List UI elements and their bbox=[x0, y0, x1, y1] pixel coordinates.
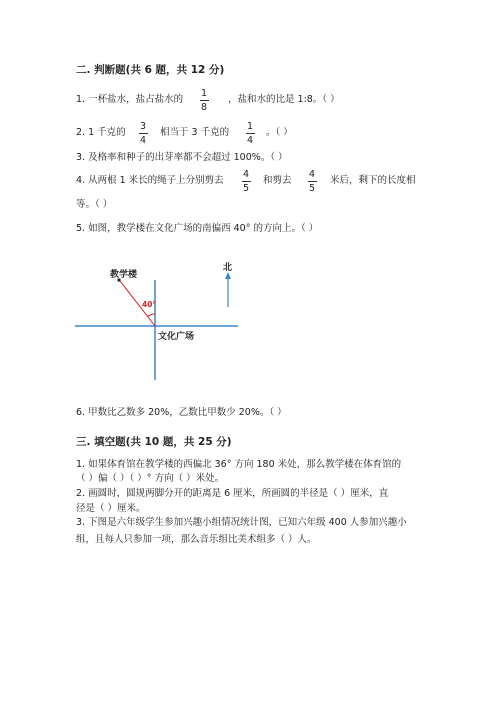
question-2-1-text-b: ，盐和水的比是 1:8。（ ） bbox=[228, 94, 340, 105]
fraction-numerator: 1 bbox=[200, 88, 208, 99]
question-3-3-line-2: 组，且每人只参加一项，那么音乐组比美术组多（ ）人。 bbox=[76, 534, 317, 545]
culture-square-label: 文化广场 bbox=[158, 332, 195, 342]
question-3-2-line-1: 2. 画圆时，圆规两脚分开的距离是 6 厘米，所画圆的半径是（ ）厘米，直 bbox=[76, 488, 389, 499]
question-2-3: 3. 及格率和种子的出芽率都不会超过 100%。（ ） bbox=[76, 152, 288, 163]
fraction-bar bbox=[139, 133, 148, 134]
question-2-5: 5. 如图，教学楼在文化广场的南偏西 40° 的方向上。（ ） bbox=[76, 223, 319, 234]
fraction-1-8 bbox=[198, 88, 210, 113]
north-arrow-icon bbox=[225, 272, 231, 279]
fraction-numerator: 1 bbox=[246, 121, 254, 132]
question-2-4-line-2: 等。（ ） bbox=[76, 199, 113, 210]
fraction-bar bbox=[246, 133, 255, 134]
fraction-4-5-first bbox=[240, 169, 252, 194]
question-3-3-line-1: 3. 下图是六年级学生参加兴趣小组情况统计图，已知六年级 400 人参加兴趣小 bbox=[76, 517, 407, 528]
fraction-bar bbox=[308, 181, 317, 182]
angle-arc bbox=[148, 314, 155, 317]
fraction-bar bbox=[200, 100, 209, 101]
section-3-title: 三. 填空题(共 10 题，共 25 分) bbox=[76, 436, 232, 448]
fraction-denominator: 5 bbox=[308, 183, 316, 194]
question-2-1-text-a: 1. 一杯盐水，盐占盐水的 bbox=[76, 94, 184, 105]
question-3-1-line-1: 1. 如果体育馆在教学楼的西偏北 36° 方向 180 米处，那么教学楼在体育馆的 bbox=[76, 459, 402, 470]
section-2-title: 二. 判断题(共 6 题，共 12 分) bbox=[76, 64, 225, 76]
fraction-denominator: 8 bbox=[200, 102, 208, 113]
fraction-denominator: 5 bbox=[242, 183, 250, 194]
fraction-1-4 bbox=[244, 121, 256, 146]
direction-diagram bbox=[70, 250, 250, 385]
question-2-4-text-c: 米后，剩下的长度相 bbox=[330, 175, 416, 186]
school-label: 教学楼 bbox=[110, 270, 138, 280]
north-label: 北 bbox=[223, 263, 233, 273]
question-3-1-line-2: （ ）偏（ ）（ ）° 方向（ ）米处。 bbox=[76, 473, 225, 484]
fraction-denominator: 4 bbox=[139, 135, 147, 146]
fraction-numerator: 3 bbox=[139, 121, 147, 132]
question-3-2-line-2: 径是（ ）厘米。 bbox=[76, 503, 146, 514]
fraction-numerator: 4 bbox=[308, 169, 316, 180]
fraction-bar bbox=[242, 181, 251, 182]
question-2-4-text-b: 和剪去 bbox=[263, 175, 292, 186]
question-2-2-text-a: 2. 1 千克的 bbox=[76, 127, 126, 138]
question-2-2-text-c: 。（ ） bbox=[266, 127, 293, 138]
fraction-4-5-second bbox=[306, 169, 318, 194]
fraction-numerator: 4 bbox=[242, 169, 250, 180]
angle-label: 40° bbox=[142, 300, 157, 309]
fraction-3-4 bbox=[137, 121, 149, 146]
question-2-6: 6. 甲数比乙数多 20%，乙数比甲数少 20%。（ ） bbox=[76, 407, 287, 418]
question-2-4-text-a: 4. 从两根 1 米长的绳子上分别剪去 bbox=[76, 175, 224, 186]
fraction-denominator: 4 bbox=[246, 135, 254, 146]
question-2-2-text-b: 相当于 3 千克的 bbox=[160, 127, 230, 138]
